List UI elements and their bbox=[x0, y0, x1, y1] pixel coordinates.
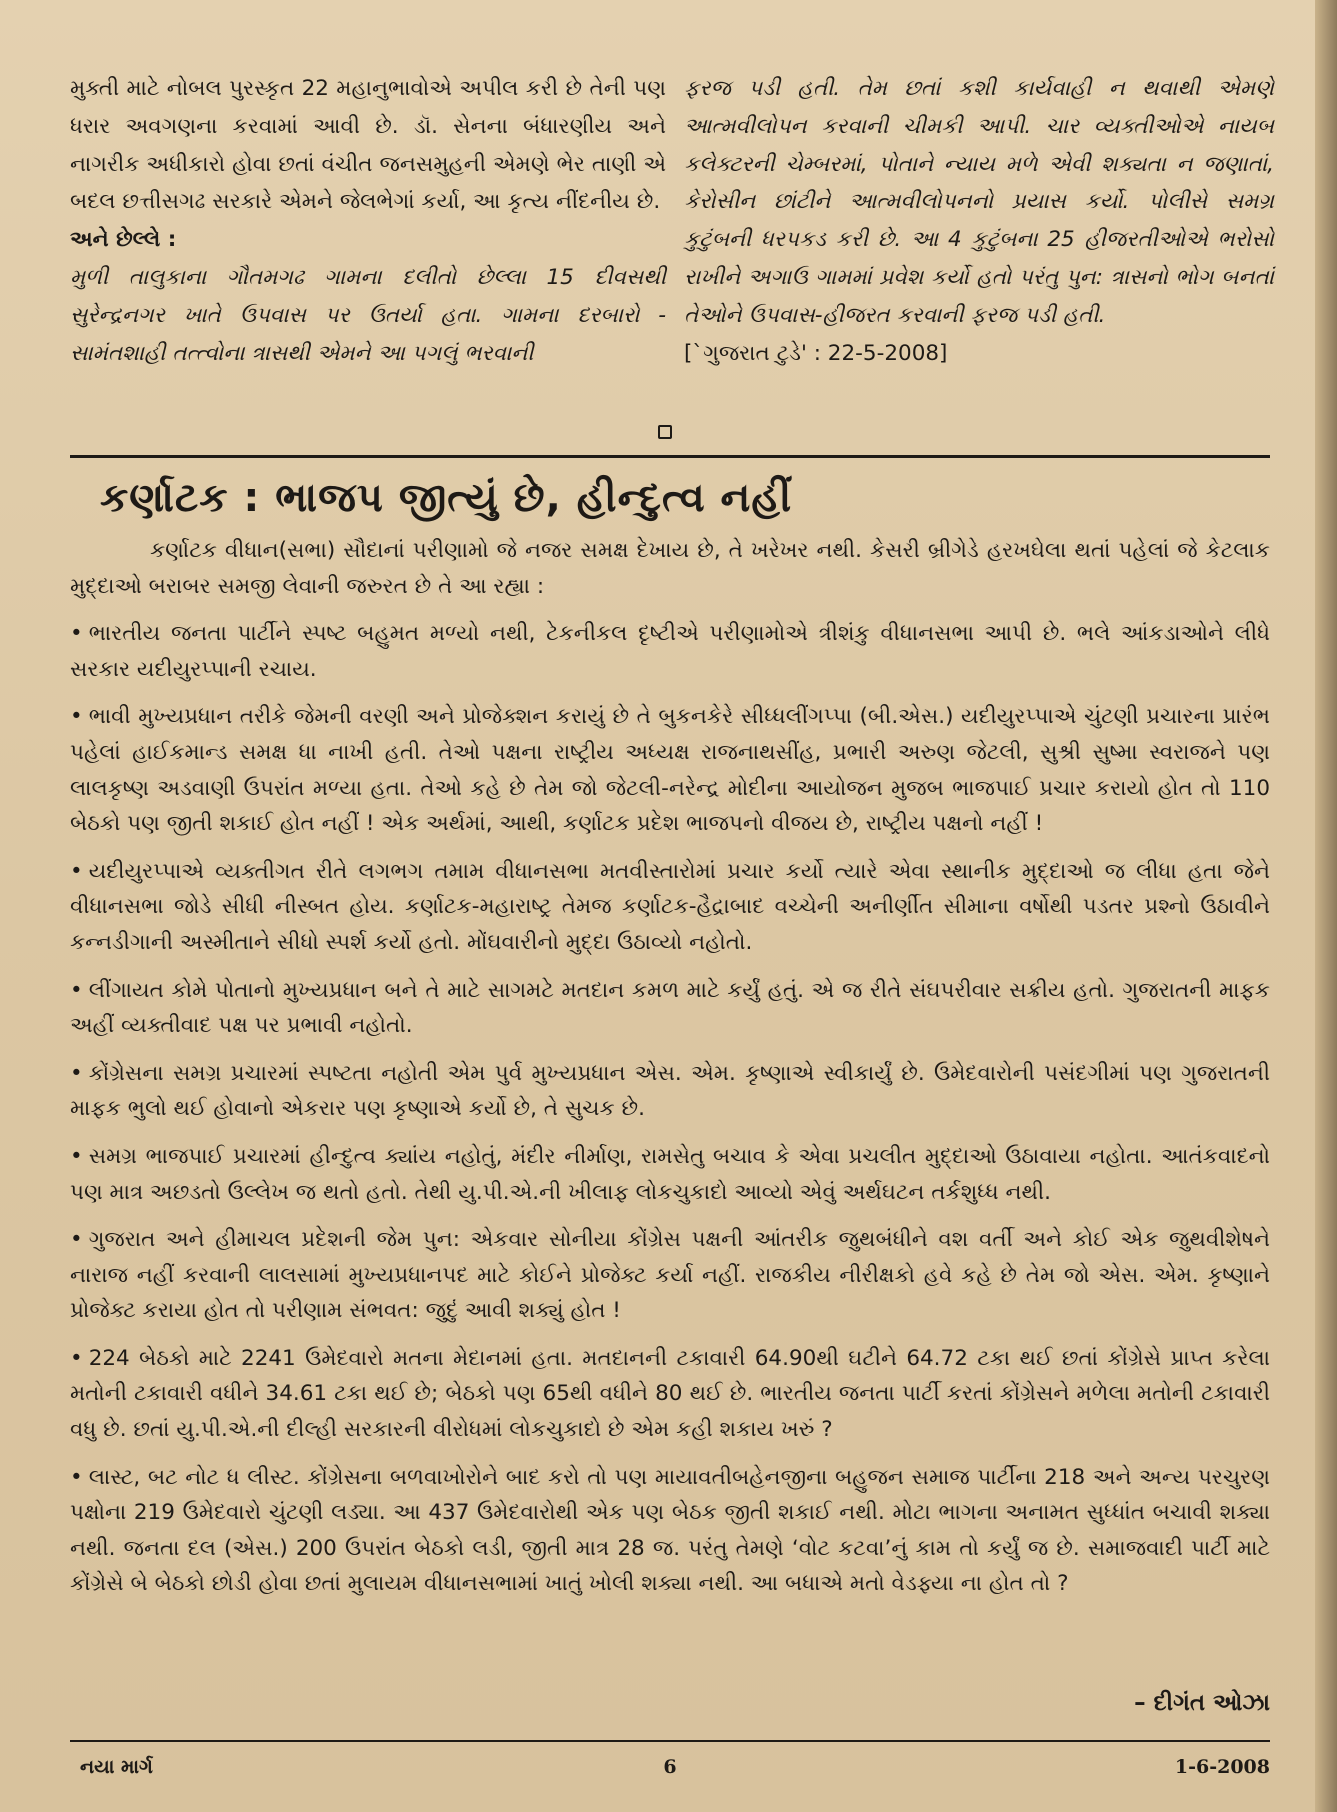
bullet-icon: • bbox=[70, 977, 83, 1003]
left-paragraph-1: મુક્તી માટે નોબલ પુરસ્કૃત 22 મહાનુભાવોએ અપીલ કરી છે તેની પણ ધરાર અવગણના કરવામાં આવી છે. ડૉ. સેનના બંધારણીય અને નાગરીક અધીકારો હોવા છતાં વંચીત જનસમુહની એમણે ભેર તાણી એ બદલ છત્તીસગઢ સરકારે એમને જેલભેગાં કર્યા, આ કૃત્ય નીંદનીય છે. bbox=[70, 76, 666, 215]
section-divider bbox=[70, 455, 1270, 458]
article-point: • યદીયુરપ્પાએ વ્યક્તીગત રીતે લગભગ તમામ વીધાનસભા મતવીસ્તારોમાં પ્રચાર કર્યો ત્યારે એવા સ્થાનીક મુદ્દાઓ જ લીધા હતા જેને વીધાનસભા જોડે સીધી નીસ્બત હોય. કર્ણાટક-મહારાષ્ટ્ર તેમજ કર્ણાટક-હૈદ્રાબાદ વચ્ચેની અનીર્ણીત સીમાના વર્ષોથી પડતર પ્રશ્નો ઉઠાવીને કન્નડીગાની અસ્મીતાને સીધો સ્પર્શ કર્યો હતો. મોંઘવારીનો મુદ્દા ઉઠાવ્યો નહોતો. bbox=[70, 858, 1270, 955]
end-of-article-mark bbox=[658, 425, 672, 439]
source-citation: [`ગુજરાત ટુડે' : 22-5-2008] bbox=[684, 340, 948, 366]
article-headline: કર્ણાટક : ભાજપ જીત્યું છે, હીન્દુત્વ નહીં bbox=[100, 475, 793, 521]
article-point: • ભાવી મુખ્યપ્રધાન તરીકે જેમની વરણી અને પ્રોજેક્શન કરાયું છે તે બુકનકેરે સીધ્ધલીંગપ્પા (બી.એસ.) યદીયુરપ્પાએ ચુંટણી પ્રચારના પ્રારંભ પહેલાં હાઈકમાન્ડ સમક્ષ ધા નાખી હતી. તેઓ પક્ષના રાષ્ટ્રીય અધ્યક્ષ રાજનાથસીંહ, પ્રભારી અરુણ જેટલી, સુશ્રી સુષ્મા સ્વરાજને પણ લાલકૃષ્ણ અડવાણી ઉપરાંત મળ્યા હતા. તેઓ કહે છે તેમ જો જેટલી-નરેન્દ્ર મોદીના આયોજન મુજબ ભાજપાઈ પ્રચાર કરાયો હોત તો 110 બેઠકો પણ જીતી શકાઈ હોત નહીં ! એક અર્થમાં, આથી, કર્ણાટક પ્રદેશ ભાજપનો વીજય છે, રાષ્ટ્રીય પક્ષનો નહીં ! bbox=[70, 704, 1270, 837]
article-point: • લાસ્ટ, બટ નોટ ધ લીસ્ટ. કોંગ્રેસના બળવાખોરોને બાદ કરો તો પણ માયાવતીબહેનજીના બહુજન સમાજ પાર્ટીના 218 અને અન્ય પરચુરણ પક્ષોના 219 ઉમેદવારો ચુંટણી લડ્યા. આ 437 ઉમેદવારોથી એક પણ બેઠક જીતી શકાઈ નથી. મોટા ભાગના અનામત સુધ્ધાંત બચાવી શક્યા નથી. જનતા દલ (એસ.) 200 ઉપરાંત બેઠકો લડી, જીતી માત્ર 28 જ. પરંતુ તેમણે ‘વોટ કટવા’નું કામ તો કર્યું જ છે. સમાજવાદી પાર્ટી માટે કોંગ્રેસે બે બેઠકો છોડી હોવા છતાં મુલાયમ વીધાનસભામાં ખાતું ખોલી શક્યા નથી. આ બધાએ મતો વેડફ્યા ના હોત તો ? bbox=[70, 1464, 1270, 1597]
page-footer bbox=[70, 1756, 1270, 1786]
right-column bbox=[684, 70, 1274, 372]
issue-date: 1-6-2008 bbox=[1174, 1756, 1270, 1778]
article-point: • 224 બેઠકો માટે 2241 ઉમેદવારો મતના મેદાનમાં હતા. મતદાનની ટકાવારી 64.90થી ઘટીને 64.72 ટકા થઈ છતાં કોંગ્રેસે પ્રાપ્ત કરેલા મતોની ટકાવારી વધીને 34.61 ટકા થઈ છે; બેઠકો પણ 65થી વધીને 80 થઈ છે. ભારતીય જનતા પાર્ટી કરતાં કોંગ્રેસને મળેલા મતોની ટકાવારી વધુ છે. છતાં યુ.પી.એ.ની દીલ્હી સરકારની વીરોધમાં લોકચુકાદો છે એમ કહી શકાય ખરું ? bbox=[70, 1345, 1270, 1443]
section-subhead: અને છેલ્લે : bbox=[70, 227, 177, 253]
article-point: • લીંગાયત કોમે પોતાનો મુખ્યપ્રધાન બને તે માટે સાગમટે મતદાન કમળ માટે કર્યું હતું. એ જ રીતે સંઘપરીવાર સક્રીય હતો. ગુજરાતની માફક અહીં વ્યક્તીવાદ પક્ષ પર પ્રભાવી નહોતો. bbox=[70, 977, 1270, 1039]
left-paragraph-2: મુળી તાલુકાના ગૌતમગઢ ગામના દલીતો છેલ્લા 15 દીવસથી સુરેન્દ્રનગર ખાતે ઉપવાસ પર ઉતર્યા હતા. ગામના દરબારો - સામંતશાહી તત્ત્વોના ત્રાસથી એમને આ પગલું ભરવાની bbox=[70, 264, 666, 366]
top-two-column-section bbox=[70, 70, 1274, 440]
right-paragraph: ફરજ પડી હતી. તેમ છતાં કશી કાર્યવાહી ન થવાથી એમણે આત્મવીલોપન કરવાની ચીમકી આપી. ચાર વ્યક્તીઓએ નાયબ કલેક્ટરની ચેમ્બરમાં, પોતાને ન્યાય મળે એવી શક્યતા ન જણાતાં, કેરોસીન છાંટીને આત્મવીલોપનનો પ્રયાસ કર્યો. પોલીસે સમગ્ર કુટુંબની ધરપકડ કરી છે. આ 4 કુટુંબના 25 હીજરતીઓએ ભરોસો રાખીને અગાઉ ગામમાં પ્રવેશ કર્યો હતો પરંતુ પુન: ત્રાસનો ભોગ બનતાં તેઓને ઉપવાસ-હીજરત કરવાની ફરજ પડી હતી. bbox=[684, 76, 1274, 328]
bullet-icon: • bbox=[70, 704, 83, 730]
left-column bbox=[70, 70, 666, 372]
bullet-icon: • bbox=[70, 1227, 83, 1253]
bullet-icon: • bbox=[70, 1464, 83, 1490]
bullet-icon: • bbox=[70, 858, 83, 884]
bullet-icon: • bbox=[70, 1143, 83, 1169]
article-point: • ભારતીય જનતા પાર્ટીને સ્પષ્ટ બહુમત મળ્યો નથી, ટેકનીકલ દૃષ્ટીએ પરીણામોએ ત્રીશંકુ વીધાનસભા આપી છે. ભલે આંકડાઓને લીધે સરકાર યદીયુરપ્પાની રચાય. bbox=[70, 621, 1270, 682]
publication-name: નયા માર્ગ bbox=[80, 1756, 153, 1778]
article-intro: કર્ણાટક વીધાન(સભા) સૌદાનાં પરીણામો જે નજર સમક્ષ દેખાય છે, તે ખરેખર નથી. કેસરી બ્રીગેડે હરખઘેલા થતાં પહેલાં જે કેટલાક મુદ્દાઓ બરાબર સમજી લેવાની જરુરત છે તે આ રહ્યા : bbox=[70, 538, 1270, 599]
footer-divider bbox=[70, 1740, 1270, 1742]
bullet-icon: • bbox=[70, 621, 83, 647]
article-body bbox=[70, 533, 1270, 1614]
page-edge bbox=[1315, 0, 1337, 1812]
bullet-icon: • bbox=[70, 1060, 83, 1086]
page-number: 6 bbox=[663, 1756, 677, 1778]
article-point: • ગુજરાત અને હીમાચલ પ્રદેશની જેમ પુન: એકવાર સોનીયા કોંગ્રેસ પક્ષની આંતરીક જુથબંધીને વશ વર્તી અને કોઈ એક જુથવીશેષને નારાજ નહીં કરવાની લાલસામાં મુખ્યપ્રધાનપદ માટે કોઈને પ્રોજેક્ટ કર્યા નહીં. રાજકીય નીરીક્ષકો હવે કહે છે તેમ જો એસ. એમ. કૃષ્ણાને પ્રોજેક્ટ કરાયા હોત તો પરીણામ સંભવત: જુદું આવી શક્યું હોત ! bbox=[70, 1227, 1270, 1324]
bullet-icon: • bbox=[70, 1345, 83, 1371]
article-point: • સમગ્ર ભાજપાઈ પ્રચારમાં હીન્દુત્વ ક્યાંય નહોતું, મંદીર નીર્માણ, રામસેતુ બચાવ કે એવા પ્રચલીત મુદ્દાઓ ઉઠાવાયા નહોતા. આતંકવાદનો પણ માત્ર અછડતો ઉલ્લેખ જ થતો હતો. તેથી યુ.પી.એ.ની ખીલાફ લોકચુકાદો આવ્યો એવું અર્થઘટન તર્કશુધ્ધ નથી. bbox=[70, 1143, 1270, 1205]
article-point: • કોંગ્રેસના સમગ્ર પ્રચારમાં સ્પષ્ટતા નહોતી એમ પુર્વ મુખ્યપ્રધાન એસ. એમ. કૃષ્ણાએ સ્વીકાર્યું છે. ઉમેદવારોની પસંદગીમાં પણ ગુજરાતની માફક ભુલો થઈ હોવાનો એકરાર પણ કૃષ્ણાએ કર્યો છે, તે સુચક છે. bbox=[70, 1060, 1270, 1122]
article-author: – દીગંત ઓઝા bbox=[1134, 1690, 1270, 1716]
